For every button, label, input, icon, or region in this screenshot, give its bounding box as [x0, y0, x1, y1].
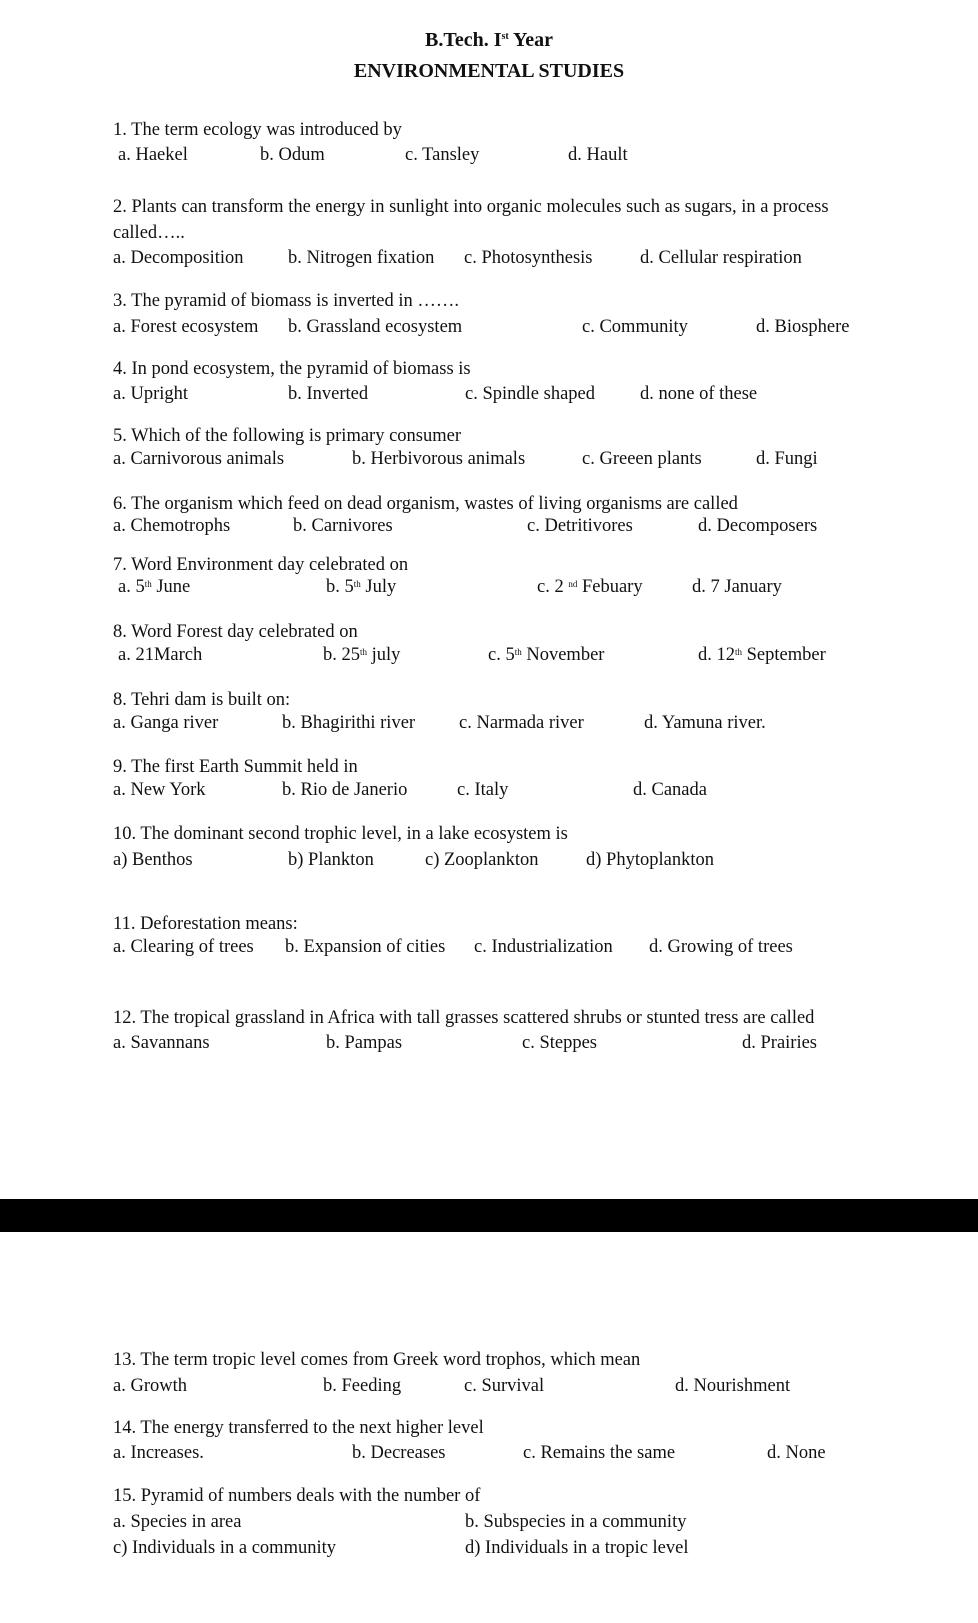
- option-a: a. Chemotrophs: [113, 516, 231, 536]
- option-c: c. Industrialization: [474, 937, 613, 957]
- option-c: c. Narmada river: [459, 713, 584, 733]
- option-c: c. Community: [582, 317, 688, 337]
- option-c: c. Tansley: [405, 145, 480, 165]
- option-c: c. Detritivores: [527, 516, 633, 536]
- option-d: d. Prairies: [742, 1033, 818, 1053]
- option-c: c. Greeen plants: [582, 449, 702, 469]
- option-d: d. Yamuna river.: [644, 713, 766, 733]
- option-b: b. Carnivores: [293, 516, 393, 536]
- option-d: d. Biosphere: [756, 317, 850, 337]
- option-a: a. 5th June: [118, 577, 191, 597]
- option-b: b. 5th July: [326, 577, 397, 597]
- option-a: a. Haekel: [118, 145, 188, 165]
- question-3: 3. The pyramid of biomass is inverted in …….: [113, 291, 459, 311]
- option-d: d) Phytoplankton: [586, 850, 714, 870]
- option-b: b. Subspecies in a community: [465, 1512, 687, 1532]
- question-8b: 8. Tehri dam is built on:: [113, 690, 291, 710]
- option-d: d. Canada: [633, 780, 707, 800]
- option-d: d. 7 January: [692, 577, 782, 597]
- question-5: 5. Which of the following is primary consumer: [113, 426, 462, 446]
- option-a: a. Upright: [113, 384, 189, 404]
- question-6: 6. The organism which feed on dead organism, wastes of living organisms are called: [113, 494, 738, 514]
- option-c: c. 2 $^{nd}$ Febuary: [537, 577, 643, 597]
- option-c: c. Spindle shaped: [465, 384, 595, 404]
- option-b: b. Herbivorous animals: [352, 449, 526, 469]
- option-b: b. Grassland ecosystem: [288, 317, 463, 337]
- option-b: b. Nitrogen fixation: [288, 248, 435, 268]
- option-d: d) Individuals in a tropic level: [465, 1538, 689, 1558]
- question-2: 2. Plants can transform the energy in sunlight into organic molecules such as sugars, in a process called…..: [113, 197, 829, 243]
- question-9: 9. The first Earth Summit held in: [113, 757, 358, 777]
- question-14: 14. The energy transferred to the next higher level: [113, 1418, 484, 1438]
- option-b: b. Expansion of cities: [285, 937, 446, 957]
- option-c: c) Zooplankton: [425, 850, 539, 870]
- question-10: 10. The dominant second trophic level, in a lake ecosystem is: [113, 824, 568, 844]
- option-a: a. Carnivorous animals: [113, 449, 285, 469]
- option-d: d. Decomposers: [698, 516, 818, 536]
- option-b: b. Inverted: [288, 384, 369, 404]
- option-d: d. Nourishment: [675, 1376, 791, 1396]
- option-d: d. Hault: [568, 145, 628, 165]
- option-b: b. Decreases: [352, 1443, 446, 1463]
- option-d: d. Cellular respiration: [640, 248, 802, 268]
- option-b: b. 25th july: [323, 645, 401, 665]
- option-b: b) Plankton: [288, 850, 374, 870]
- option-c: c. Photosynthesis: [464, 248, 593, 268]
- option-a: a. Ganga river: [113, 713, 219, 733]
- option-d: d. Growing of trees: [649, 937, 793, 957]
- question-11: 11. Deforestation means:: [113, 914, 298, 934]
- question-1: 1. The term ecology was introduced by: [113, 120, 402, 140]
- option-b: b. Odum: [260, 145, 325, 165]
- option-d: d. none of these: [640, 384, 758, 404]
- option-a: a. Species in area: [113, 1512, 242, 1532]
- option-d: d. Fungi: [756, 449, 818, 469]
- option-b: b. Bhagirithi river: [282, 713, 416, 733]
- option-a: a. Decomposition: [113, 248, 244, 268]
- option-a: a. Forest ecosystem: [113, 317, 259, 337]
- option-a: a. Clearing of trees: [113, 937, 254, 957]
- option-c: c. Remains the same: [523, 1443, 676, 1463]
- option-c: c. 5th November: [488, 645, 605, 665]
- question-7: 7. Word Environment day celebrated on: [113, 555, 409, 575]
- question-4: 4. In pond ecosystem, the pyramid of biomass is: [113, 359, 471, 379]
- option-a: a. New York: [113, 780, 206, 800]
- option-b: b. Feeding: [323, 1376, 402, 1396]
- option-b: b. Rio de Janerio: [282, 780, 408, 800]
- option-d: d. None: [767, 1443, 826, 1463]
- option-c: c. Italy: [457, 780, 509, 800]
- option-c: c) Individuals in a community: [113, 1538, 336, 1558]
- course-title: B.Tech. Ist Year: [425, 29, 553, 51]
- option-a: a. Increases.: [113, 1443, 204, 1463]
- question-8: 8. Word Forest day celebrated on: [113, 622, 358, 642]
- subject-title: ENVIRONMENTAL STUDIES: [353, 60, 625, 82]
- option-a: a. 21March: [118, 645, 203, 665]
- question-15: 15. Pyramid of numbers deals with the number of: [113, 1486, 481, 1506]
- option-a: a. Growth: [113, 1376, 187, 1396]
- page-break-bar: [0, 1199, 978, 1232]
- option-c: c. Survival: [464, 1376, 545, 1396]
- option-a: a. Savannans: [113, 1033, 210, 1053]
- question-13: 13. The term tropic level comes from Greek word trophos, which mean: [113, 1350, 641, 1370]
- option-b: b. Pampas: [326, 1033, 403, 1053]
- option-d: d. 12th September: [698, 645, 826, 665]
- question-12: 12. The tropical grassland in Africa with tall grasses scattered shrubs or stunted tress are called: [113, 1008, 815, 1028]
- option-c: c. Steppes: [522, 1033, 598, 1053]
- option-a: a) Benthos: [113, 850, 193, 870]
